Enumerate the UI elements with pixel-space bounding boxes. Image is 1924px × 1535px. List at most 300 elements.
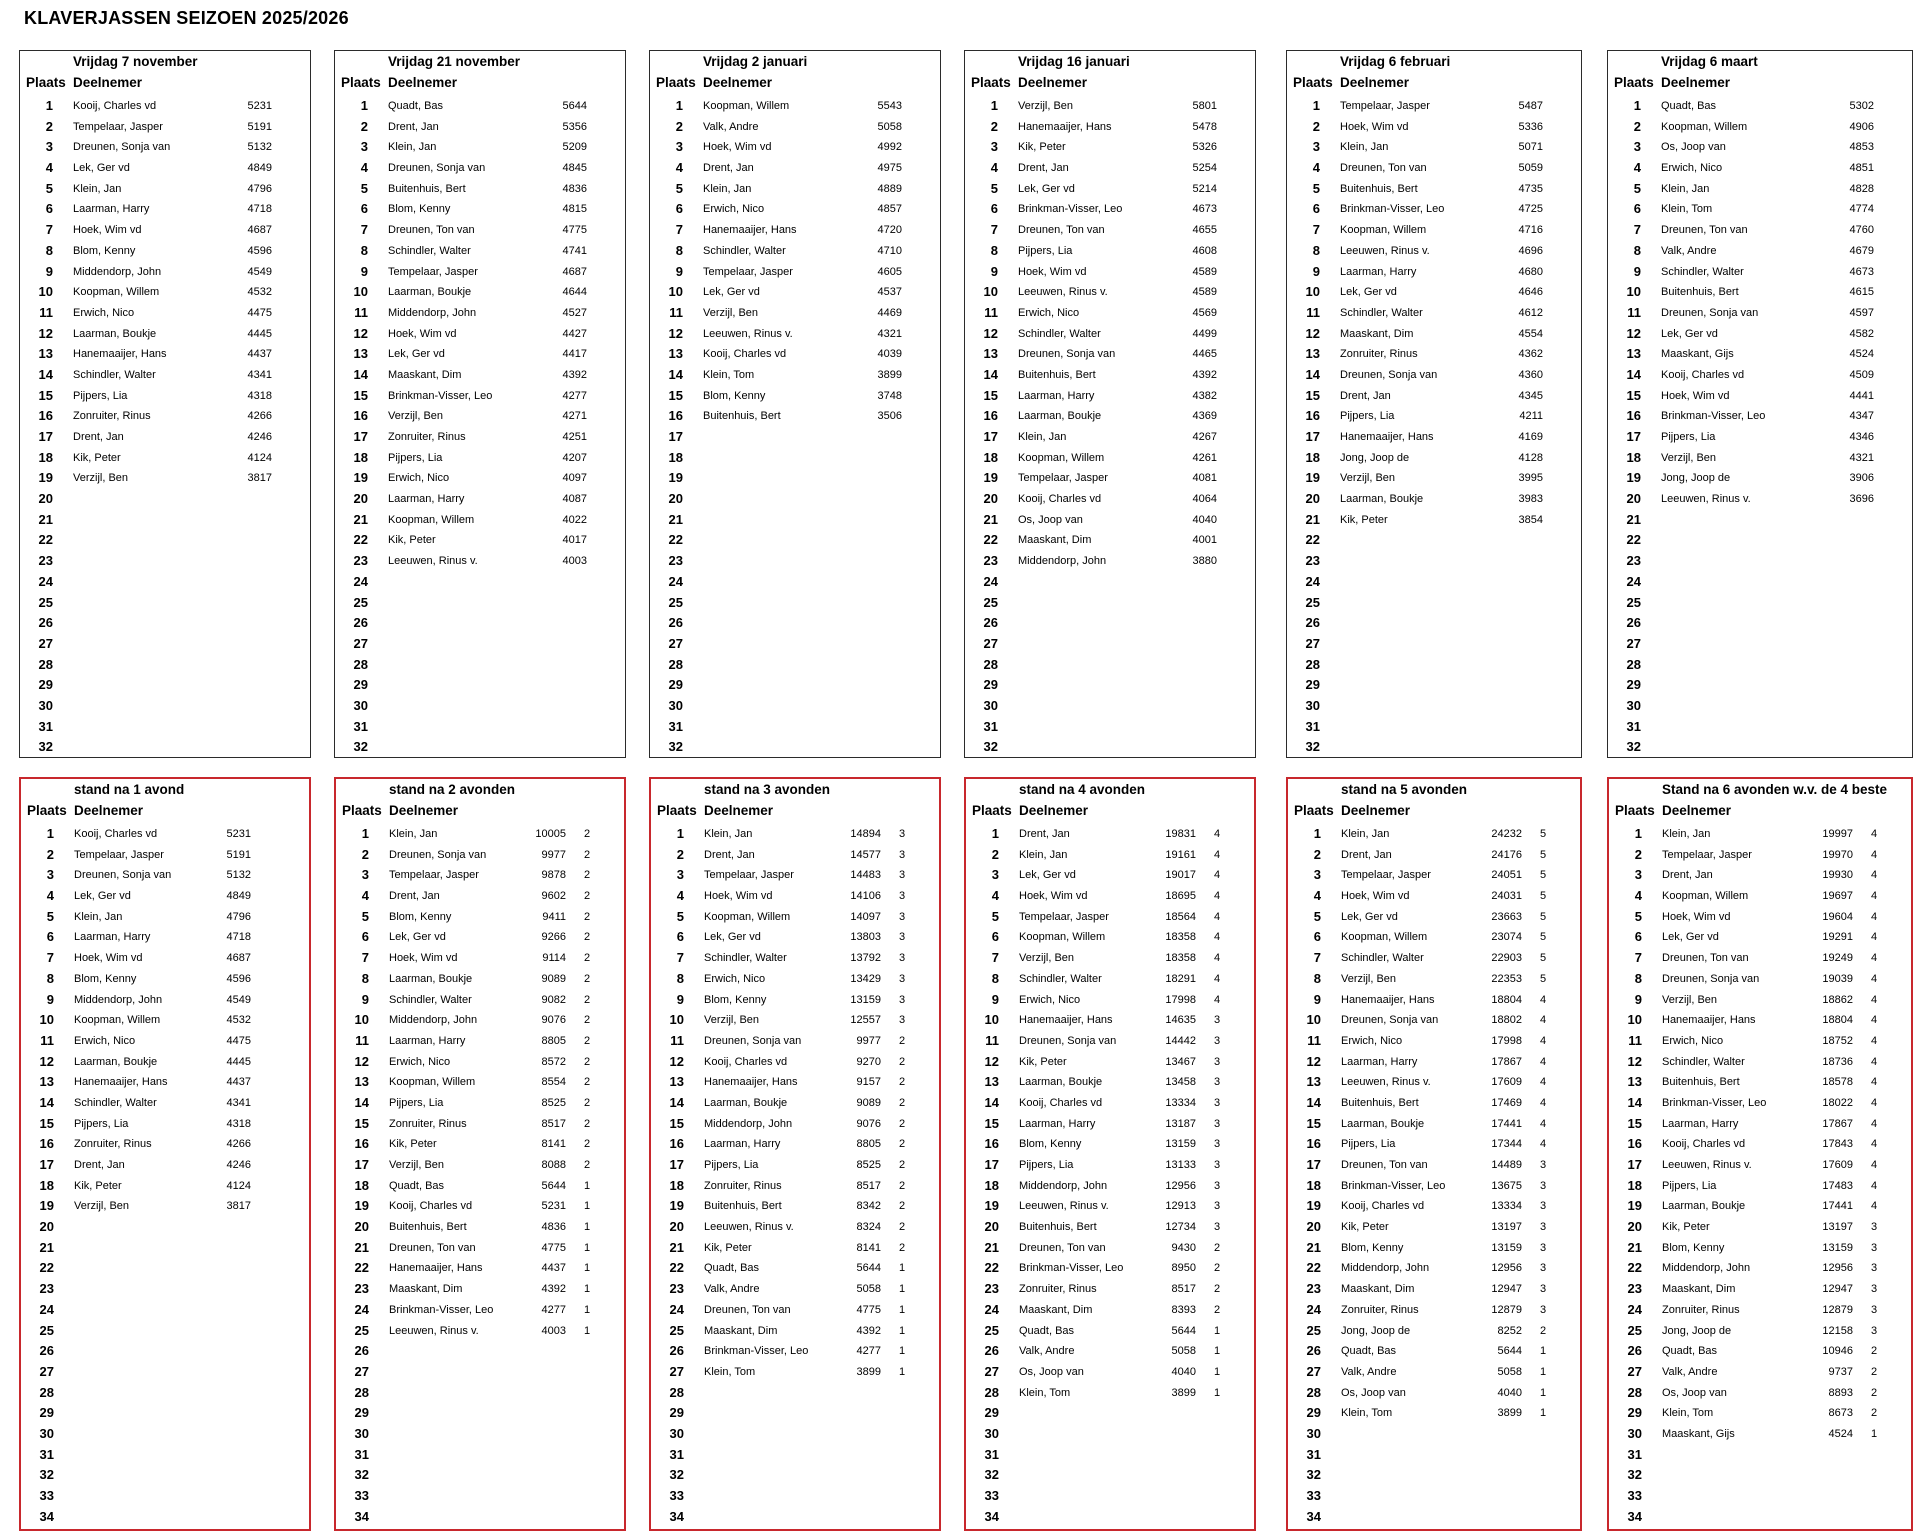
place-number: 2: [1634, 846, 1642, 862]
participant-name: Quadt, Bas: [388, 100, 444, 112]
place-number: 32: [38, 739, 53, 755]
place-number: 31: [1306, 1446, 1321, 1462]
participant-name: Maaskant, Dim: [1341, 1283, 1415, 1296]
place-number: 23: [354, 1281, 369, 1297]
place-number: 34: [354, 1508, 369, 1524]
score-value: 19604: [1822, 910, 1853, 923]
score-value: 18804: [1491, 993, 1522, 1006]
column-header-participant: Deelnemer: [1662, 803, 1732, 818]
place-number: 25: [1306, 1322, 1321, 1338]
place-number: 14: [669, 1094, 684, 1110]
place-number: 1: [675, 98, 683, 113]
score-value: 9977: [541, 848, 566, 861]
table-row: [335, 220, 625, 241]
participant-name: Verzijl, Ben: [1662, 993, 1718, 1006]
table-row: [1288, 1486, 1580, 1507]
score-value: 17867: [1491, 1055, 1522, 1068]
ranking-rows: [651, 824, 939, 1527]
place-number: 2: [1313, 846, 1321, 862]
table-row: [20, 282, 310, 303]
table-row: [1608, 96, 1912, 117]
place-number: 5: [990, 180, 998, 196]
participant-name: Drent, Jan: [1018, 162, 1069, 175]
table-row: [1288, 865, 1580, 886]
evenings-count: 4: [1540, 1055, 1547, 1068]
table-row: [21, 1031, 309, 1052]
table-row: [1288, 1010, 1580, 1031]
table-row: [651, 1424, 939, 1445]
place-number: 25: [354, 1322, 369, 1338]
score-value: 24176: [1491, 848, 1522, 861]
evening-panel: [19, 50, 311, 758]
table-row: [965, 220, 1255, 241]
evenings-count: 4: [1214, 890, 1221, 903]
table-row: [1608, 717, 1912, 738]
table-row: [965, 655, 1255, 676]
score-value: 4524: [1849, 348, 1874, 361]
score-value: 4687: [562, 265, 587, 278]
evenings-count: 2: [584, 890, 591, 903]
table-row: [1288, 824, 1580, 845]
table-row: [20, 510, 310, 531]
table-row: [1609, 1424, 1911, 1445]
table-row: [965, 427, 1255, 448]
score-value: 4211: [1519, 410, 1543, 423]
participant-name: Koopman, Willem: [1341, 931, 1428, 944]
table-row: [1608, 137, 1912, 158]
score-value: 5644: [1171, 1324, 1196, 1337]
table-row: [650, 406, 940, 427]
table-row: [1288, 845, 1580, 866]
score-value: 5231: [541, 1200, 566, 1213]
table-row: [965, 344, 1255, 365]
table-row: [1609, 1238, 1911, 1259]
table-row: [20, 489, 310, 510]
evenings-count: 3: [1540, 1262, 1547, 1275]
participant-name: Maaskant, Dim: [704, 1324, 778, 1337]
participant-name: Verzijl, Ben: [1340, 472, 1396, 485]
place-number: 18: [984, 1177, 999, 1193]
place-number: 6: [45, 201, 53, 217]
table-row: [1608, 572, 1912, 593]
table-row: [21, 1300, 309, 1321]
evenings-count: 3: [899, 1014, 906, 1027]
evenings-count: 3: [899, 890, 906, 903]
participant-name: Drent, Jan: [74, 1159, 125, 1171]
evenings-count: 1: [584, 1200, 591, 1213]
table-row: [1287, 468, 1581, 489]
score-value: 4261: [1192, 451, 1217, 464]
score-value: 5644: [541, 1179, 566, 1192]
participant-name: Klein, Tom: [703, 368, 755, 381]
participant-name: Erwich, Nico: [1661, 162, 1723, 175]
participant-name: Lek, Ger vd: [74, 890, 131, 903]
table-row: [965, 199, 1255, 220]
score-value: 3899: [856, 1365, 881, 1378]
evenings-count: 1: [1540, 1407, 1547, 1420]
score-value: 4906: [1849, 120, 1874, 133]
table-row: [1288, 1114, 1580, 1135]
place-number: 16: [354, 1136, 369, 1152]
participant-name: Dreunen, Sonja van: [1018, 348, 1116, 361]
table-row: [336, 1093, 624, 1114]
place-number: 13: [983, 346, 998, 362]
place-number: 21: [1306, 1239, 1321, 1255]
evenings-count: 3: [899, 972, 906, 985]
place-number: 29: [1305, 677, 1320, 693]
place-number: 14: [984, 1094, 999, 1110]
table-row: [651, 1031, 939, 1052]
participant-name: Koopman, Willem: [1018, 451, 1105, 464]
place-number: 25: [1627, 1322, 1642, 1338]
place-number: 1: [1633, 98, 1641, 113]
participant-name: Zonruiter, Rinus: [1662, 1303, 1740, 1316]
column-header-participant: Deelnemer: [1019, 803, 1089, 818]
table-row: [336, 1486, 624, 1507]
place-number: 29: [39, 1405, 54, 1421]
participant-name: Schindler, Walter: [1019, 972, 1102, 985]
evenings-count: 4: [1871, 993, 1878, 1006]
participant-name: Schindler, Walter: [704, 952, 787, 965]
score-value: 14483: [850, 869, 881, 882]
place-number: 8: [1633, 242, 1641, 258]
table-row: [966, 886, 1254, 907]
table-row: [336, 1507, 624, 1528]
participant-name: Koopman, Willem: [1661, 120, 1748, 133]
place-number: 23: [39, 1281, 54, 1297]
table-row: [20, 427, 310, 448]
place-number: 23: [1627, 1281, 1642, 1297]
place-number: 2: [45, 118, 53, 134]
evenings-count: 2: [584, 993, 591, 1006]
evenings-count: 3: [1540, 1283, 1547, 1296]
participant-name: Laarman, Boukje: [388, 286, 472, 299]
place-number: 7: [1633, 222, 1641, 238]
score-value: 4975: [877, 162, 902, 175]
table-row: [966, 845, 1254, 866]
table-row: [21, 1279, 309, 1300]
table-row: [1288, 1031, 1580, 1052]
score-value: 14894: [850, 828, 881, 840]
place-number: 8: [1313, 970, 1321, 986]
score-value: 8141: [856, 1241, 881, 1254]
place-number: 3: [1634, 867, 1642, 883]
place-number: 4: [45, 160, 53, 176]
participant-name: Os, Joop van: [1661, 141, 1726, 154]
table-row: [966, 1362, 1254, 1383]
column-header-place: Plaats: [1293, 75, 1333, 90]
score-value: 4775: [562, 224, 587, 237]
score-value: 4828: [1849, 182, 1874, 195]
table-row: [1288, 1424, 1580, 1445]
place-number: 3: [675, 139, 683, 155]
place-number: 27: [1306, 1363, 1321, 1379]
evenings-count: 4: [1871, 1055, 1878, 1068]
place-number: 26: [353, 615, 368, 631]
place-number: 13: [669, 1074, 684, 1090]
place-number: 28: [984, 1384, 999, 1400]
table-row: [966, 1196, 1254, 1217]
table-row: [336, 1114, 624, 1135]
score-value: 4475: [247, 306, 272, 319]
place-number: 10: [38, 284, 53, 300]
place-number: 34: [1627, 1508, 1642, 1524]
participant-name: Dreunen, Sonja van: [73, 141, 171, 154]
place-number: 14: [354, 1094, 369, 1110]
table-row: [1608, 117, 1912, 138]
score-value: 4720: [877, 224, 902, 237]
place-number: 28: [353, 656, 368, 672]
evenings-count: 2: [584, 828, 591, 840]
table-row: [20, 199, 310, 220]
participant-name: Laarman, Boukje: [74, 1055, 158, 1068]
participant-name: Dreunen, Ton van: [388, 224, 475, 237]
score-value: 4039: [877, 348, 902, 361]
table-row: [1608, 406, 1912, 427]
place-number: 25: [39, 1322, 54, 1338]
participant-name: Dreunen, Sonja van: [389, 848, 487, 861]
place-number: 10: [983, 284, 998, 300]
score-value: 8393: [1171, 1303, 1196, 1316]
place-number: 9: [675, 263, 683, 279]
score-value: 9602: [541, 890, 566, 903]
score-value: 5132: [247, 141, 272, 154]
participant-name: Leeuwen, Rinus v.: [1661, 493, 1751, 506]
participant-name: Hoek, Wim vd: [704, 890, 773, 903]
table-row: [1608, 427, 1912, 448]
place-number: 15: [983, 387, 998, 403]
evenings-count: 4: [1871, 1179, 1878, 1192]
score-value: 12956: [1491, 1262, 1522, 1275]
score-value: 4341: [226, 1096, 251, 1109]
column-header-participant: Deelnemer: [1018, 75, 1088, 90]
table-row: [1288, 948, 1580, 969]
place-number: 5: [1634, 908, 1642, 924]
evening-panel: [334, 50, 626, 758]
evenings-count: 5: [1540, 890, 1547, 903]
participant-name: Klein, Tom: [704, 1365, 756, 1378]
score-value: 4017: [562, 534, 587, 547]
participant-name: Buitenhuis, Bert: [703, 410, 781, 423]
score-value: 17441: [1822, 1200, 1853, 1213]
place-number: 24: [354, 1301, 369, 1317]
table-row: [1609, 1176, 1911, 1197]
place-number: 33: [39, 1488, 54, 1503]
table-row: [336, 1134, 624, 1155]
participant-name: Hoek, Wim vd: [1019, 890, 1088, 903]
table-row: [650, 324, 940, 345]
standing-title: stand na 3 avonden: [704, 782, 831, 797]
participant-name: Dreunen, Ton van: [1018, 224, 1105, 237]
table-row: [1608, 551, 1912, 572]
table-row: [966, 1134, 1254, 1155]
place-number: 9: [361, 991, 369, 1007]
place-number: 33: [354, 1488, 369, 1503]
table-row: [1608, 613, 1912, 634]
table-row: [1288, 1403, 1580, 1424]
evenings-count: 3: [899, 952, 906, 965]
table-row: [966, 1031, 1254, 1052]
place-number: 18: [1306, 1177, 1321, 1193]
participant-name: Hanemaaijer, Hans: [1341, 993, 1435, 1006]
table-row: [650, 303, 940, 324]
place-number: 16: [983, 408, 998, 424]
table-row: [1287, 655, 1581, 676]
score-value: 17998: [1491, 1034, 1522, 1047]
participant-name: Tempelaar, Jasper: [389, 869, 479, 882]
place-number: 13: [1627, 1074, 1642, 1090]
place-number: 4: [990, 160, 998, 176]
score-value: 4341: [247, 368, 272, 381]
score-value: 3506: [877, 410, 902, 423]
place-number: 30: [1305, 697, 1320, 713]
score-value: 8950: [1171, 1262, 1196, 1275]
participant-name: Brinkman-Visser, Leo: [704, 1345, 809, 1358]
evenings-count: 2: [584, 1096, 591, 1109]
evenings-count: 2: [1214, 1241, 1221, 1254]
table-row: [21, 1383, 309, 1404]
place-number: 6: [1633, 201, 1641, 217]
participant-name: Dreunen, Ton van: [1341, 1159, 1428, 1171]
participant-name: Leeuwen, Rinus v.: [388, 555, 478, 568]
place-number: 16: [1627, 1136, 1642, 1152]
place-number: 6: [990, 201, 998, 217]
participant-name: Maaskant, Dim: [389, 1283, 463, 1296]
table-row: [1287, 696, 1581, 717]
place-number: 6: [991, 929, 999, 945]
place-number: 3: [1633, 139, 1641, 155]
place-number: 7: [675, 222, 683, 238]
participant-name: Hanemaaijer, Hans: [703, 224, 797, 237]
place-number: 12: [1306, 1053, 1321, 1069]
score-value: 4605: [877, 265, 902, 278]
place-number: 17: [1626, 429, 1641, 444]
score-value: 5356: [562, 120, 587, 133]
place-number: 8: [1634, 970, 1642, 986]
place-number: 25: [984, 1322, 999, 1338]
table-row: [650, 427, 940, 448]
score-value: 4437: [226, 1076, 251, 1089]
place-number: 32: [668, 739, 683, 755]
place-number: 21: [984, 1239, 999, 1255]
table-row: [966, 1341, 1254, 1362]
score-value: 8805: [541, 1034, 566, 1047]
ranking-rows: [20, 96, 310, 758]
score-value: 5231: [226, 828, 251, 840]
place-number: 26: [669, 1343, 684, 1359]
place-number: 8: [991, 970, 999, 986]
evenings-count: 3: [1540, 1303, 1547, 1316]
score-value: 5326: [1192, 141, 1217, 154]
table-row: [20, 344, 310, 365]
table-row: [20, 717, 310, 738]
table-row: [650, 241, 940, 262]
table-row: [651, 969, 939, 990]
table-row: [1608, 696, 1912, 717]
table-row: [650, 262, 940, 283]
score-value: 19039: [1822, 972, 1853, 985]
table-row: [965, 241, 1255, 262]
table-row: [965, 737, 1255, 758]
participant-name: Drent, Jan: [703, 162, 754, 175]
table-row: [1288, 1383, 1580, 1404]
score-value: 18578: [1822, 1076, 1853, 1089]
place-number: 2: [1633, 118, 1641, 134]
place-number: 14: [668, 366, 683, 382]
table-row: [650, 199, 940, 220]
table-row: [1608, 510, 1912, 531]
place-number: 24: [669, 1301, 684, 1317]
table-row: [20, 262, 310, 283]
score-value: 8252: [1497, 1324, 1522, 1337]
evenings-count: 3: [1871, 1241, 1878, 1254]
table-row: [1609, 1341, 1911, 1362]
score-value: 4527: [562, 306, 587, 319]
score-value: 5058: [856, 1283, 881, 1296]
table-row: [651, 1341, 939, 1362]
column-header-place: Plaats: [657, 803, 697, 818]
place-number: 26: [668, 615, 683, 631]
table-row: [1287, 737, 1581, 758]
place-number: 15: [984, 1115, 999, 1131]
place-number: 29: [353, 677, 368, 693]
column-header-place: Plaats: [656, 75, 696, 90]
participant-name: Buitenhuis, Bert: [1662, 1076, 1740, 1089]
table-row: [21, 1072, 309, 1093]
place-number: 31: [39, 1446, 54, 1462]
score-value: 4992: [877, 141, 902, 154]
place-number: 14: [983, 366, 998, 382]
table-row: [336, 1052, 624, 1073]
table-row: [1608, 365, 1912, 386]
place-number: 23: [669, 1281, 684, 1297]
place-number: 12: [984, 1053, 999, 1069]
column-header-place: Plaats: [1615, 803, 1655, 818]
place-number: 8: [676, 970, 684, 986]
participant-name: Pijpers, Lia: [73, 389, 128, 402]
place-number: 7: [1634, 950, 1642, 966]
place-number: 18: [353, 449, 368, 465]
evening-panel: [964, 50, 1256, 758]
score-value: 12734: [1165, 1221, 1196, 1234]
participant-name: Erwich, Nico: [1019, 993, 1081, 1006]
place-number: 4: [676, 888, 684, 904]
participant-name: Zonruiter, Rinus: [73, 410, 151, 423]
table-row: [965, 137, 1255, 158]
place-number: 20: [984, 1219, 999, 1235]
score-value: 18695: [1165, 890, 1196, 903]
score-value: 4687: [247, 224, 272, 237]
evenings-count: 2: [584, 952, 591, 965]
evening-title: Vrijdag 6 maart: [1661, 54, 1758, 69]
place-number: 18: [669, 1177, 684, 1193]
participant-name: Erwich, Nico: [389, 1055, 451, 1068]
participant-name: Quadt, Bas: [1662, 1345, 1718, 1358]
place-number: 4: [675, 160, 683, 176]
place-number: 16: [38, 408, 53, 424]
score-value: 18802: [1491, 1014, 1522, 1027]
ranking-rows: [21, 824, 309, 1527]
score-value: 4003: [541, 1324, 566, 1337]
evenings-count: 1: [584, 1262, 591, 1275]
evenings-count: 3: [899, 869, 906, 882]
place-number: 29: [669, 1405, 684, 1421]
score-value: 24051: [1491, 869, 1522, 882]
evenings-count: 3: [899, 931, 906, 944]
participant-name: Zonruiter, Rinus: [1019, 1283, 1097, 1296]
evenings-count: 1: [1214, 1324, 1221, 1337]
place-number: 15: [353, 387, 368, 403]
